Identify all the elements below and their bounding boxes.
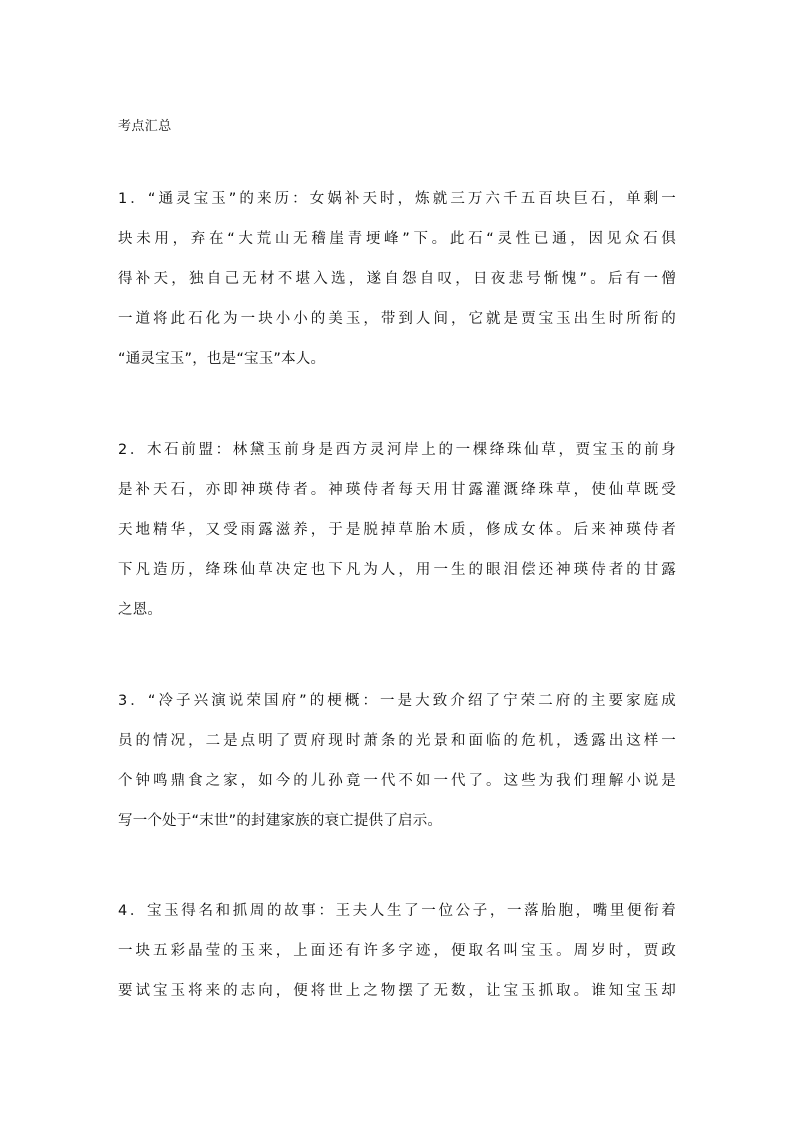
paragraph-1: [118, 179, 676, 379]
paragraph-line: “通灵宝玉”，也是“宝玉”本人。: [118, 351, 326, 367]
paragraph-line: 4．宝玉得名和抓周的故事：王夫人生了一位公子，一落胎胞，嘴里便衔着: [118, 903, 676, 919]
paragraph-3: [118, 681, 676, 841]
paragraph-line: 3．“冷子兴演说荣国府”的梗概：一是大致介绍了宁荣二府的主要家庭成: [118, 693, 676, 709]
paragraph-4: [118, 891, 676, 1011]
paragraph-line: 天地精华，又受雨露滋养，于是脱掉草胎木质，修成女体。后来神瑛侍者: [118, 522, 676, 538]
paragraph-line: 下凡造历，绛珠仙草决定也下凡为人，用一生的眼泪偿还神瑛侍者的甘露: [118, 562, 676, 578]
paragraph-line: 要试宝玉将来的志向，便将世上之物摆了无数，让宝玉抓取。谁知宝玉却: [118, 983, 676, 999]
paragraph-line: 一块五彩晶莹的玉来，上面还有许多字迹，便取名叫宝玉。周岁时，贾政: [118, 943, 676, 959]
paragraph-line: 块未用，弃在“大荒山无稽崖青埂峰”下。此石“灵性已通，因见众石俱: [118, 231, 676, 247]
paragraph-line: 一道将此石化为一块小小的美玉，带到人间，它就是贾宝玉出生时所衔的: [118, 311, 676, 327]
paragraph-line: 得补天，独自己无材不堪入选，遂自怨自叹，日夜悲号惭愧”。后有一僧: [118, 271, 676, 287]
paragraph-line: 是补天石，亦即神瑛侍者。神瑛侍者每天用甘露灌溉绛珠草，使仙草既受: [118, 482, 676, 498]
paragraph-line: 个钟鸣鼎食之家，如今的儿孙竟一代不如一代了。这些为我们理解小说是: [118, 773, 676, 789]
paragraph-2: [118, 430, 676, 630]
paragraph-line: 之恩。: [118, 602, 163, 618]
paragraph-line: 写一个处于“末世”的封建家族的衰亡提供了启示。: [118, 813, 443, 829]
document-title: 考点汇总: [118, 119, 172, 134]
paragraph-line: 2．木石前盟：林黛玉前身是西方灵河岸上的一棵绛珠仙草，贾宝玉的前身: [118, 442, 676, 458]
paragraph-line: 员的情况，二是点明了贾府现时萧条的光景和面临的危机，透露出这样一: [118, 733, 676, 749]
paragraph-line: 1．“通灵宝玉”的来历：女娲补天时，炼就三万六千五百块巨石，单剩一: [118, 191, 676, 207]
